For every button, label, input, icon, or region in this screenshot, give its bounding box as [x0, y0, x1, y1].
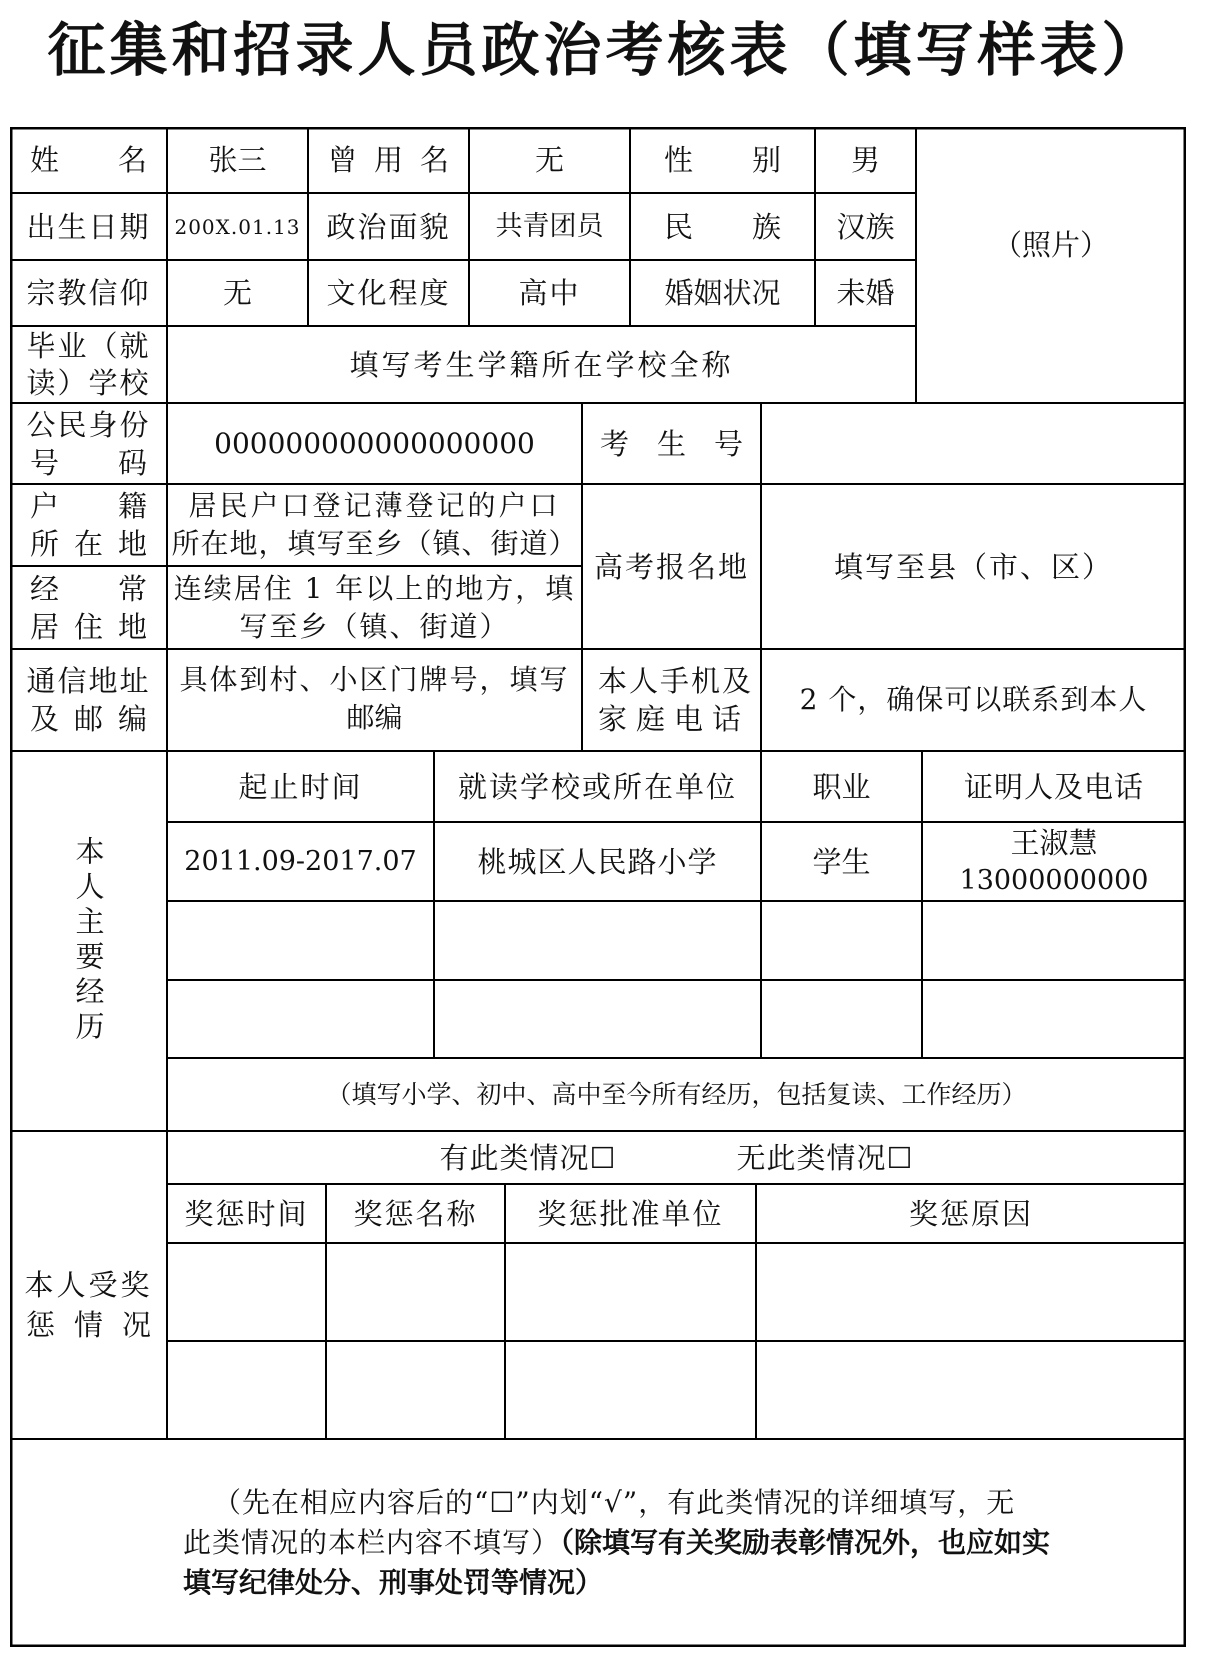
awards-note-line-2a: 此类情况的本栏内容不填写）: [183, 1526, 561, 1559]
history-row-1-job[interactable]: 学生: [812, 844, 871, 879]
id-label-line-1: 公民身份: [26, 407, 151, 442]
school-label-line-1: 毕业（就: [26, 328, 151, 363]
awards-header-approver: 奖惩批准单位: [537, 1196, 724, 1231]
history-row-2-job[interactable]: [761, 901, 922, 980]
history-header-unit: 就读学校或所在单位: [457, 769, 737, 804]
former-name-value[interactable]: 无: [534, 143, 564, 177]
awards-row-1-reason[interactable]: [756, 1243, 1186, 1341]
school-value[interactable]: 填写考生学籍所在学校全称: [349, 347, 734, 382]
phone-label: 本人手机及 家 庭 电 话: [598, 664, 754, 736]
hukou-value[interactable]: [167, 484, 582, 566]
address-value-line-2: 邮编: [346, 701, 403, 734]
religion-value[interactable]: 无: [222, 276, 252, 310]
awards-note-line-3: 填写纪律处分、刑事处罚等情况）: [183, 1566, 604, 1599]
awards-header-name: 奖惩名称: [353, 1196, 478, 1231]
id-value[interactable]: 000000000000000000: [214, 426, 535, 460]
religion-label: 宗教信仰: [26, 276, 151, 310]
hukou-value-line-2: 所在地，填写至乡（镇、街道）: [171, 527, 578, 560]
phone-label-line-1: 本人手机及: [598, 664, 754, 698]
history-side-label-text: 本人主要经历: [71, 836, 106, 1046]
hukou-label: 户 籍 所 在 地: [30, 489, 147, 561]
history-row-3-job[interactable]: [761, 980, 922, 1058]
form-title: 征集和招录人员政治考核表（填写样表）: [47, 16, 1164, 84]
history-row-2-period[interactable]: [167, 901, 434, 980]
political-value[interactable]: 共青团员: [495, 210, 604, 242]
history-row-3-witness[interactable]: [922, 980, 1186, 1058]
photo-area[interactable]: （照片）: [992, 228, 1109, 262]
gender-value[interactable]: 男: [850, 143, 880, 177]
awards-note: [167, 1439, 1186, 1647]
awards-row-1-name[interactable]: [326, 1243, 505, 1341]
gender-label: 性 别: [664, 143, 781, 177]
name-label: 姓 名: [30, 143, 147, 177]
awards-row-2-name[interactable]: [326, 1341, 505, 1439]
awards-row-1-approver[interactable]: [505, 1243, 756, 1341]
usual-value-line-2: 写至乡（镇、街道）: [239, 609, 510, 643]
hukou-value-line-1: 居民户口登记薄登记的户口: [188, 489, 561, 522]
school-label: [10, 326, 167, 403]
name-value[interactable]: 张三: [208, 143, 267, 177]
address-label: 通信地址 及 邮 编: [26, 664, 151, 736]
history-row-2-unit[interactable]: [434, 901, 761, 980]
marital-value[interactable]: 未婚: [836, 276, 895, 310]
history-row-3-unit[interactable]: [434, 980, 761, 1058]
school-label-line-2: 读）学校: [26, 365, 151, 400]
political-review-form: [10, 127, 1186, 1647]
ethnic-value[interactable]: 汉族: [836, 209, 895, 244]
awards-note-line-2: [183, 1523, 1050, 1563]
id-label: [10, 403, 167, 484]
birth-value[interactable]: 200X.01.13: [174, 214, 301, 239]
phone-value[interactable]: 2 个，确保可以联系到本人: [799, 683, 1148, 716]
education-value[interactable]: 高中: [518, 276, 581, 310]
address-value-line-1: 具体到村、小区门牌号，填写: [179, 663, 570, 696]
awards-note-line-1: （先在相应内容后的“☐”内划“√”，有此类情况的详细填写，无: [213, 1486, 1016, 1519]
history-row-1-period[interactable]: 2011.09-2017.07: [184, 845, 417, 877]
address-label-line-1: 通信地址: [26, 664, 151, 698]
exam-no-value[interactable]: [761, 403, 1186, 484]
address-value[interactable]: [167, 649, 582, 751]
awards-side-label: 本人受奖 惩 情 况: [10, 1131, 167, 1439]
awards-row-2-approver[interactable]: [505, 1341, 756, 1439]
former-name-label: 曾 用 名: [328, 143, 449, 177]
exam-no-label: 考 生 号: [600, 426, 743, 461]
ethnic-label: 民 族: [664, 209, 781, 244]
history-row-1-witness[interactable]: [922, 822, 1186, 901]
id-label-line-2b: 码: [117, 445, 147, 480]
political-label: 政治面貌: [326, 209, 451, 244]
usual-value-line-1: 连续居住 1 年以上的地方，填: [173, 571, 576, 605]
awards-row-1-time[interactable]: [167, 1243, 326, 1341]
awards-option-no[interactable]: 无此类情况☐: [736, 1140, 914, 1175]
usual-residence-value[interactable]: [167, 566, 582, 649]
awards-row-2-time[interactable]: [167, 1341, 326, 1439]
history-row-1-unit[interactable]: 桃城区人民路小学: [477, 844, 718, 879]
history-row-1-witness-name: 王淑慧: [1010, 825, 1098, 860]
history-header-period: 起止时间: [238, 769, 363, 804]
history-row-2-witness[interactable]: [922, 901, 1186, 980]
birth-label: 出生日期: [26, 209, 151, 244]
history-row-1-witness-phone: 13000000000: [959, 864, 1149, 896]
gaokao-label: 高考报名地: [593, 549, 749, 584]
id-label-line-2a: 号: [30, 445, 60, 480]
awards-side-label-line-1: 本人受奖: [24, 1268, 153, 1302]
history-header-job: 职业: [812, 769, 871, 804]
awards-header-time: 奖惩时间: [184, 1196, 309, 1231]
awards-options: [167, 1131, 1186, 1184]
history-header-witness: 证明人及电话: [963, 769, 1144, 804]
awards-note-line-2b: （除填写有关奖励表彰情况外，也应如实: [560, 1526, 1051, 1559]
marital-label: 婚姻状况: [664, 276, 781, 310]
history-note: （填写小学、初中、高中至今所有经历，包括复读、工作经历）: [326, 1079, 1027, 1109]
usual-residence-label: 经 常 居 住 地: [30, 571, 147, 644]
awards-option-yes[interactable]: 有此类情况☐: [439, 1140, 617, 1175]
history-row-3-period[interactable]: [167, 980, 434, 1058]
gaokao-value[interactable]: 填写至县（市、区）: [833, 549, 1113, 584]
education-label: 文化程度: [326, 276, 451, 310]
awards-header-reason: 奖惩原因: [908, 1196, 1033, 1231]
awards-row-2-reason[interactable]: [756, 1341, 1186, 1439]
history-side-label: [10, 751, 167, 1131]
